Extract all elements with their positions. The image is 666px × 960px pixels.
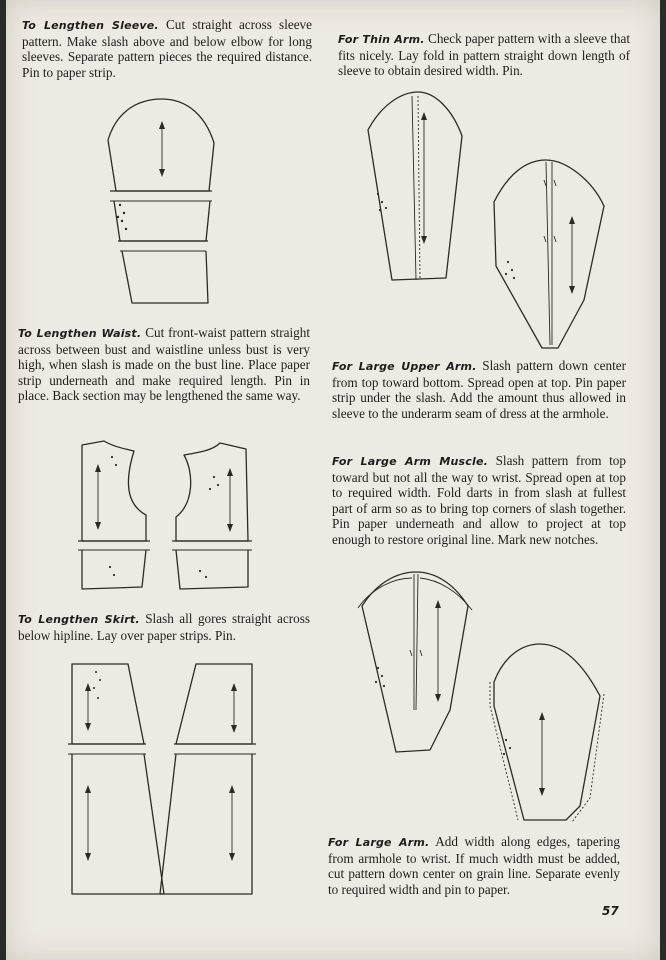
large-arm-muscle-heading: For Large Arm Muscle. (332, 455, 489, 468)
large-arm-text: Add width along edges, tapering from armhole to wrist. If much width must be added, cut pattern down center on grain line. Separate evenly to required width and pin to paper. (328, 834, 620, 897)
large-arm-diagram (354, 570, 614, 830)
page-number: 57 (602, 904, 619, 918)
thin-arm-paragraph (338, 31, 630, 79)
book-page (6, 0, 660, 960)
lengthen-sleeve-diagram (96, 95, 226, 310)
large-arm-muscle-paragraph (332, 453, 626, 548)
lengthen-sleeve-heading: To Lengthen Sleeve. (22, 19, 159, 32)
large-upper-arm-heading: For Large Upper Arm. (332, 360, 477, 373)
lengthen-waist-paragraph (18, 325, 310, 404)
large-arm-paragraph (328, 834, 620, 897)
large-upper-arm-paragraph (332, 358, 626, 421)
lengthen-waist-diagram (76, 437, 256, 597)
lengthen-skirt-heading: To Lengthen Skirt. (18, 613, 140, 626)
thin-arm-diagram (362, 90, 612, 350)
large-arm-muscle-text: Slash pattern from top toward but not all the way to wrist. Spread open at top to required width. Fold darts in from slash at fullest part of arm so as to bring top corners of slash together. Pin paper underneath and allow to project at top enough to restore original line. Mark new notches. (332, 453, 626, 547)
large-upper-arm-text: Slash pattern down center from top toward bottom. Spread open at top. Pin paper strip under the slash. Add the amount thus allowed in sleeve to the underarm seam of dress at the armhole. (332, 358, 626, 421)
lengthen-skirt-paragraph (18, 611, 310, 643)
lengthen-sleeve-paragraph (22, 17, 312, 80)
lengthen-skirt-text: Slash all gores straight across below hipline. Lay over paper strips. Pin. (18, 611, 311, 643)
lengthen-waist-heading: To Lengthen Waist. (18, 327, 142, 340)
thin-arm-heading: For Thin Arm. (338, 33, 425, 46)
lengthen-skirt-diagram (64, 658, 264, 898)
thin-arm-text: Check paper pattern with a sleeve that fits nicely. Lay fold in pattern straight down length of sleeve to obtain desired width. Pin. (338, 31, 631, 79)
large-arm-heading: For Large Arm. (328, 836, 430, 849)
lengthen-waist-text: Cut front-waist pattern straight across between bust and waistline unless bust is very high, when slash is made on the bust line. Place paper strip underneath and make required length. Pin in place. Back section may be lengthened the same way. (18, 325, 311, 404)
lengthen-sleeve-text: Cut straight across sleeve pattern. Make slash above and below elbow for long sleeves. Separate pattern pieces the required distance. Pin to paper strip. (22, 17, 313, 80)
